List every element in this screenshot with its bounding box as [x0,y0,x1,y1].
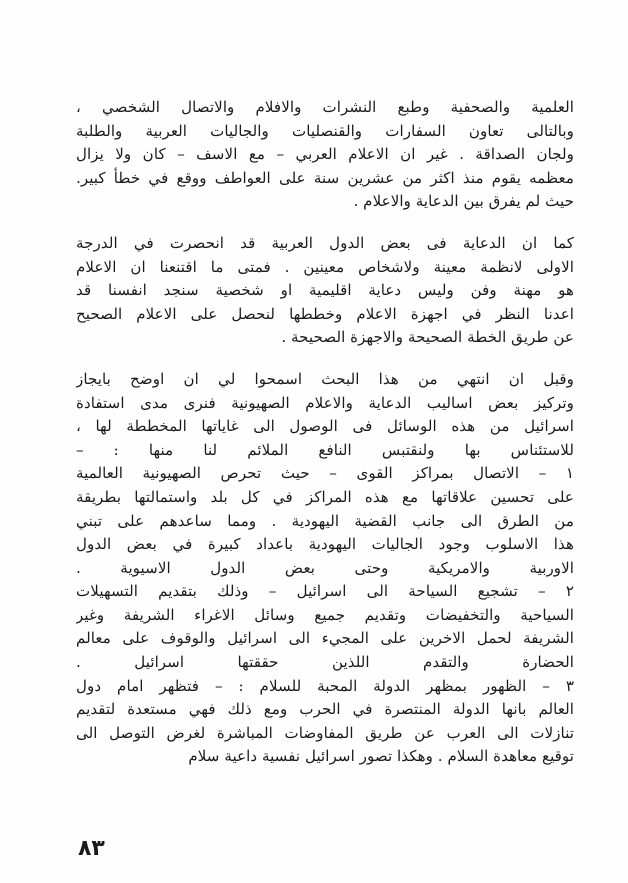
text-line: ٣ – الظهور بمظهر الدولة المحبة للسلام : – فتظهر امام دول [76,676,574,695]
text-line: الاولى لانظمة معينة ولاشخاص معينين . فمتى ما اقتنعنا ان الاعلام [76,257,574,276]
text-line: هذا الاسلوب وجود الجاليات اليهودية باعداد كبيرة في بعض الدول [76,535,574,554]
text-line: حيث لم يفرق بين الدعاية والاعلام . [353,192,574,211]
text-line: الشريفة لحمل الاخرين على المجيء الى اسرائيل والوقوف على معالم [76,629,574,648]
text-line: وقبل ان انتهي من هذا البحث اسمحوا لي ان اوضح بايجاز [76,369,574,388]
paragraph [76,96,574,214]
text-line: السياحية والتخفيضات وتقديم جميع وسائل الاغراء الشريفة وغير [76,605,574,624]
paragraph [76,232,574,350]
text-line: معظمه يقوم منذ اكثر من عشرين سنة على العواطف ووقع في خطأ كبير. [76,168,574,187]
text-line: هو مهنة وفن وليس دعاية اقليمية او شخصية سنجد انفسنا قد [76,281,574,300]
text-line: وبالتالى تعاون السفارات والقنصليات والجاليات العربية والطلبة [76,121,574,140]
text-line: الحضارة والتقدم اللذين حققتها اسرائيل . [76,653,574,672]
text-line: على تحسين علاقاتها مع هذه المراكز في كل بلد واستمالتها بطريقة [76,487,574,506]
text-line: ١ – الاتصال بمراكز القوى – حيث تحرص الصهيونية العالمية [76,464,574,483]
text-line: ولجان الصداقة . غير ان الاعلام العربي – مع الاسف – كان ولا يزال [76,145,574,164]
text-line: اعدنا النظر في اجهزة الاعلام وخططها لنحصل على الاعلام الصحيح [76,304,574,323]
text-line: من الطرق الى جانب القضية اليهودية . ومما ساعدهم على تبني [76,511,574,530]
page-number: ٨٣ [78,836,105,861]
text-line: ٢ – تشجيع السياحة الى اسرائيل – وذلك بتقديم التسهيلات [76,582,574,601]
paragraph-gap [76,214,574,232]
text-line: توقيع معاهدة السلام . وهكذا تصور اسرائيل نفسية داعية سلام [188,747,574,766]
text-line: للاستئناس بها ولنقتبس النافع الملائم لنا منها : – [76,440,574,459]
text-line: وتركيز بعض اساليب الدعاية والاعلام الصهيونية فنرى مدى استفادة [76,393,574,412]
paragraph-gap [76,350,574,368]
text-line: العلمية والصحفية وطبع النشرات والافلام والاتصال الشخصي ، [76,98,574,116]
text-line: تنازلات الى العرب عن طريق المفاوضات المباشرة لغرض التوصل الى [76,723,574,742]
paragraph [76,368,574,769]
text-line: الاوربية والامريكية وحتى بعض الدول الاسيوية . [76,558,574,577]
text-line: اسرائيل من هذه الوسائل فى الوصول الى غاياتها المخططة لها ، [76,417,574,436]
text-line: العالم بانها الدولة المنتصرة في الحرب ومع ذلك فهي مستعدة لتقديم [76,700,574,719]
text-line: عن طريق الخطة الصحيحة والاجهزة الصحيحة . [281,328,574,347]
text-line: كما ان الدعاية فى بعض الدول العربية قد انحصرت في الدرجة [76,233,574,252]
body-text [76,96,574,769]
